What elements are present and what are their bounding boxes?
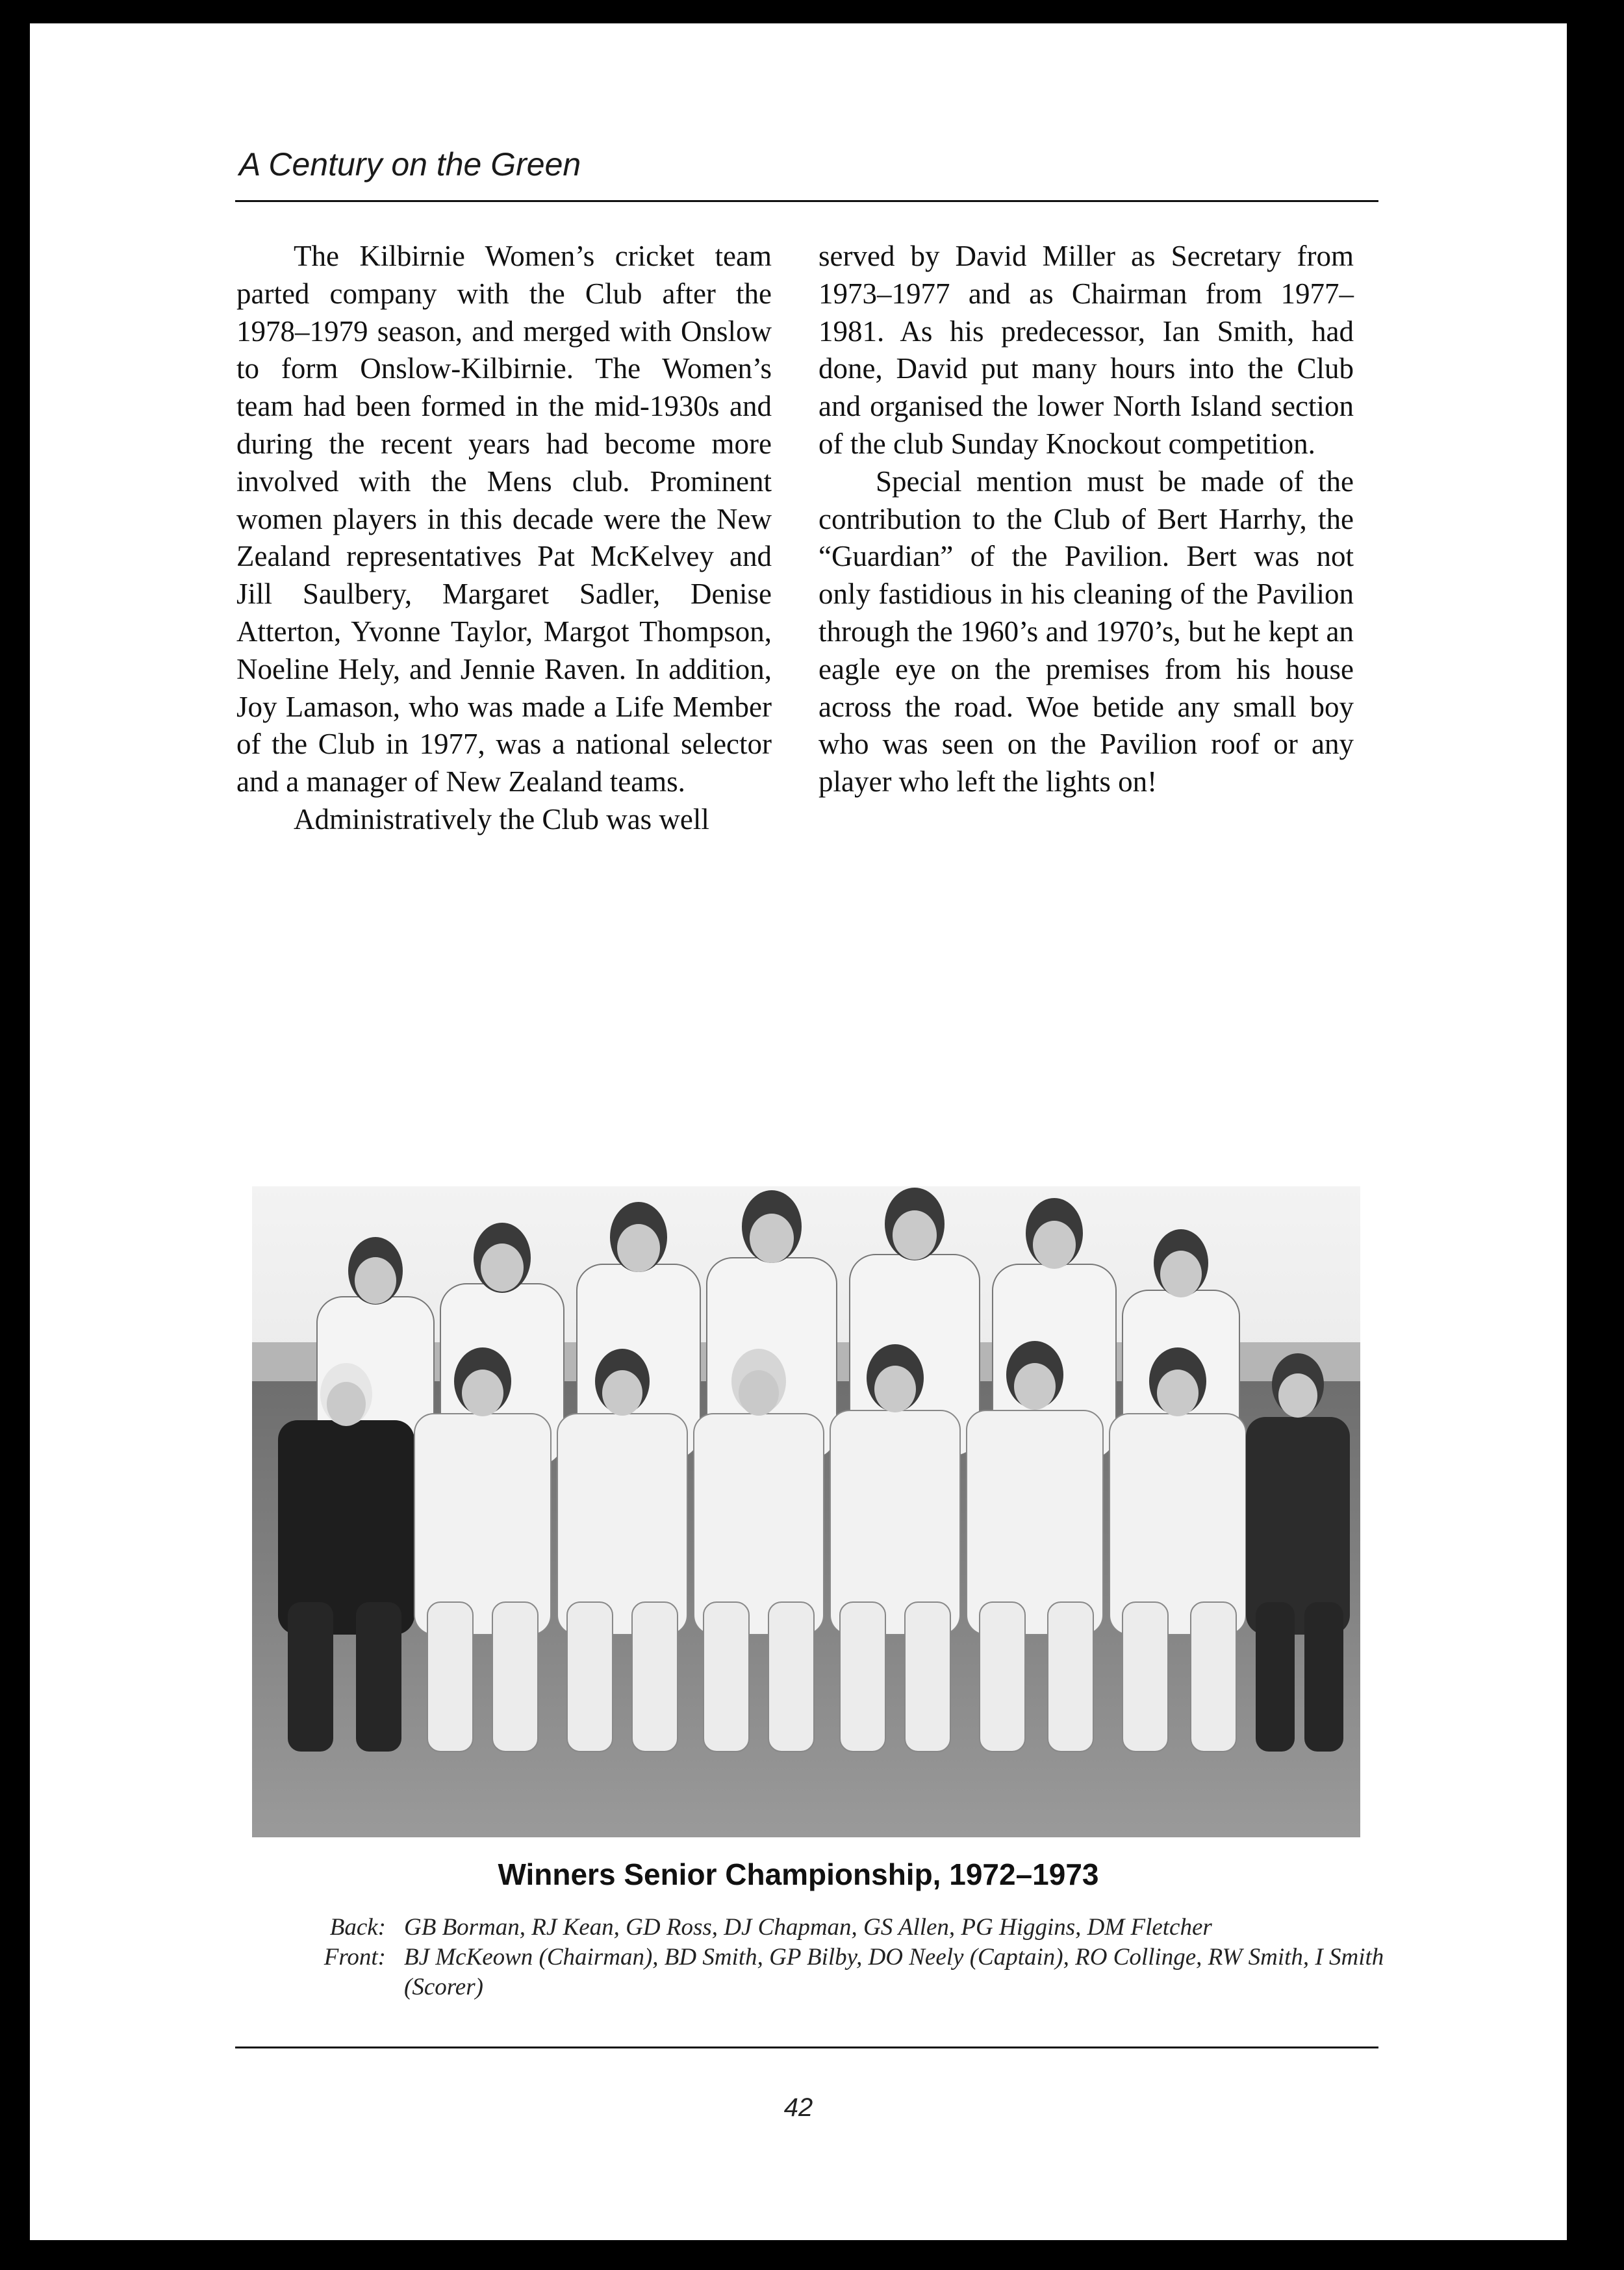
right-column bbox=[818, 238, 1354, 801]
left-column bbox=[236, 238, 772, 839]
photo-credits bbox=[298, 1913, 1389, 2002]
page-number: 42 bbox=[783, 2093, 813, 2122]
paragraph-guardian: Special mention must be made of the contribution to the Club of Bert Harrhy, the “Guardian” of the Pavilion. Bert was not only fastidious in his cleaning of the Pavilion through the 1960’s and 1970’s, but he kept an eagle eye on the premises from his house across the road. Woe betide any small boy who was seen on the Pavilion roof or any player who left the lights on! bbox=[818, 465, 1354, 798]
paragraph-women-team: The Kilbirnie Women’s cricket team parted company with the Club after the 1978–1979 season, and merged with Onslow to form Onslow-Kilbirnie. The Women’s team had been formed in the mid-1930s and during the recent years had become more involved with the Mens club. Prominent women players in this decade were the New Zealand representatives Pat McKelvey and Jill Saulbery, Margaret Sadler, Denise Atterton, Yvonne Taylor, Margot Thompson, Noeline Hely, and Jennie Raven. In addition, Joy Lamason, who was made a Life Member of the Club in 1977, was a national selector and a manager of New Zealand teams. bbox=[236, 240, 772, 798]
footer-rule bbox=[235, 2047, 1378, 2048]
running-header: A Century on the Green bbox=[239, 146, 581, 183]
team-photograph bbox=[252, 1186, 1360, 1837]
front-row-names: BJ McKeown (Chairman), BD Smith, GP Bilby, DO Neely (Captain), RO Collinge, RW Smith, I Smith (Scorer) bbox=[404, 1944, 1384, 2000]
back-row-credit bbox=[298, 1913, 1389, 1943]
paragraph-administration-cont: served by David Miller as Secretary from 1973–1977 and as Chairman from 1977–1981. As his predecessor, Ian Smith, had done, David put many hours into the Club and organised the lower North Island section of the club Sunday Knockout competition. bbox=[818, 240, 1354, 460]
book-page bbox=[30, 23, 1567, 2240]
back-row-names: GB Borman, RJ Kean, GD Ross, DJ Chapman, GS Allen, PG Higgins, DM Fletcher bbox=[404, 1914, 1212, 1941]
header-rule bbox=[235, 200, 1378, 202]
paragraph-administration-start: Administratively the Club was well bbox=[294, 802, 709, 835]
front-row-credit bbox=[298, 1943, 1389, 2002]
photo-caption-title: Winners Senior Championship, 1972–1973 bbox=[498, 1857, 1099, 1891]
front-row-label: Front: bbox=[324, 1944, 386, 1970]
back-row-label: Back: bbox=[329, 1914, 386, 1941]
team-photo-illustration bbox=[252, 1186, 1360, 1837]
